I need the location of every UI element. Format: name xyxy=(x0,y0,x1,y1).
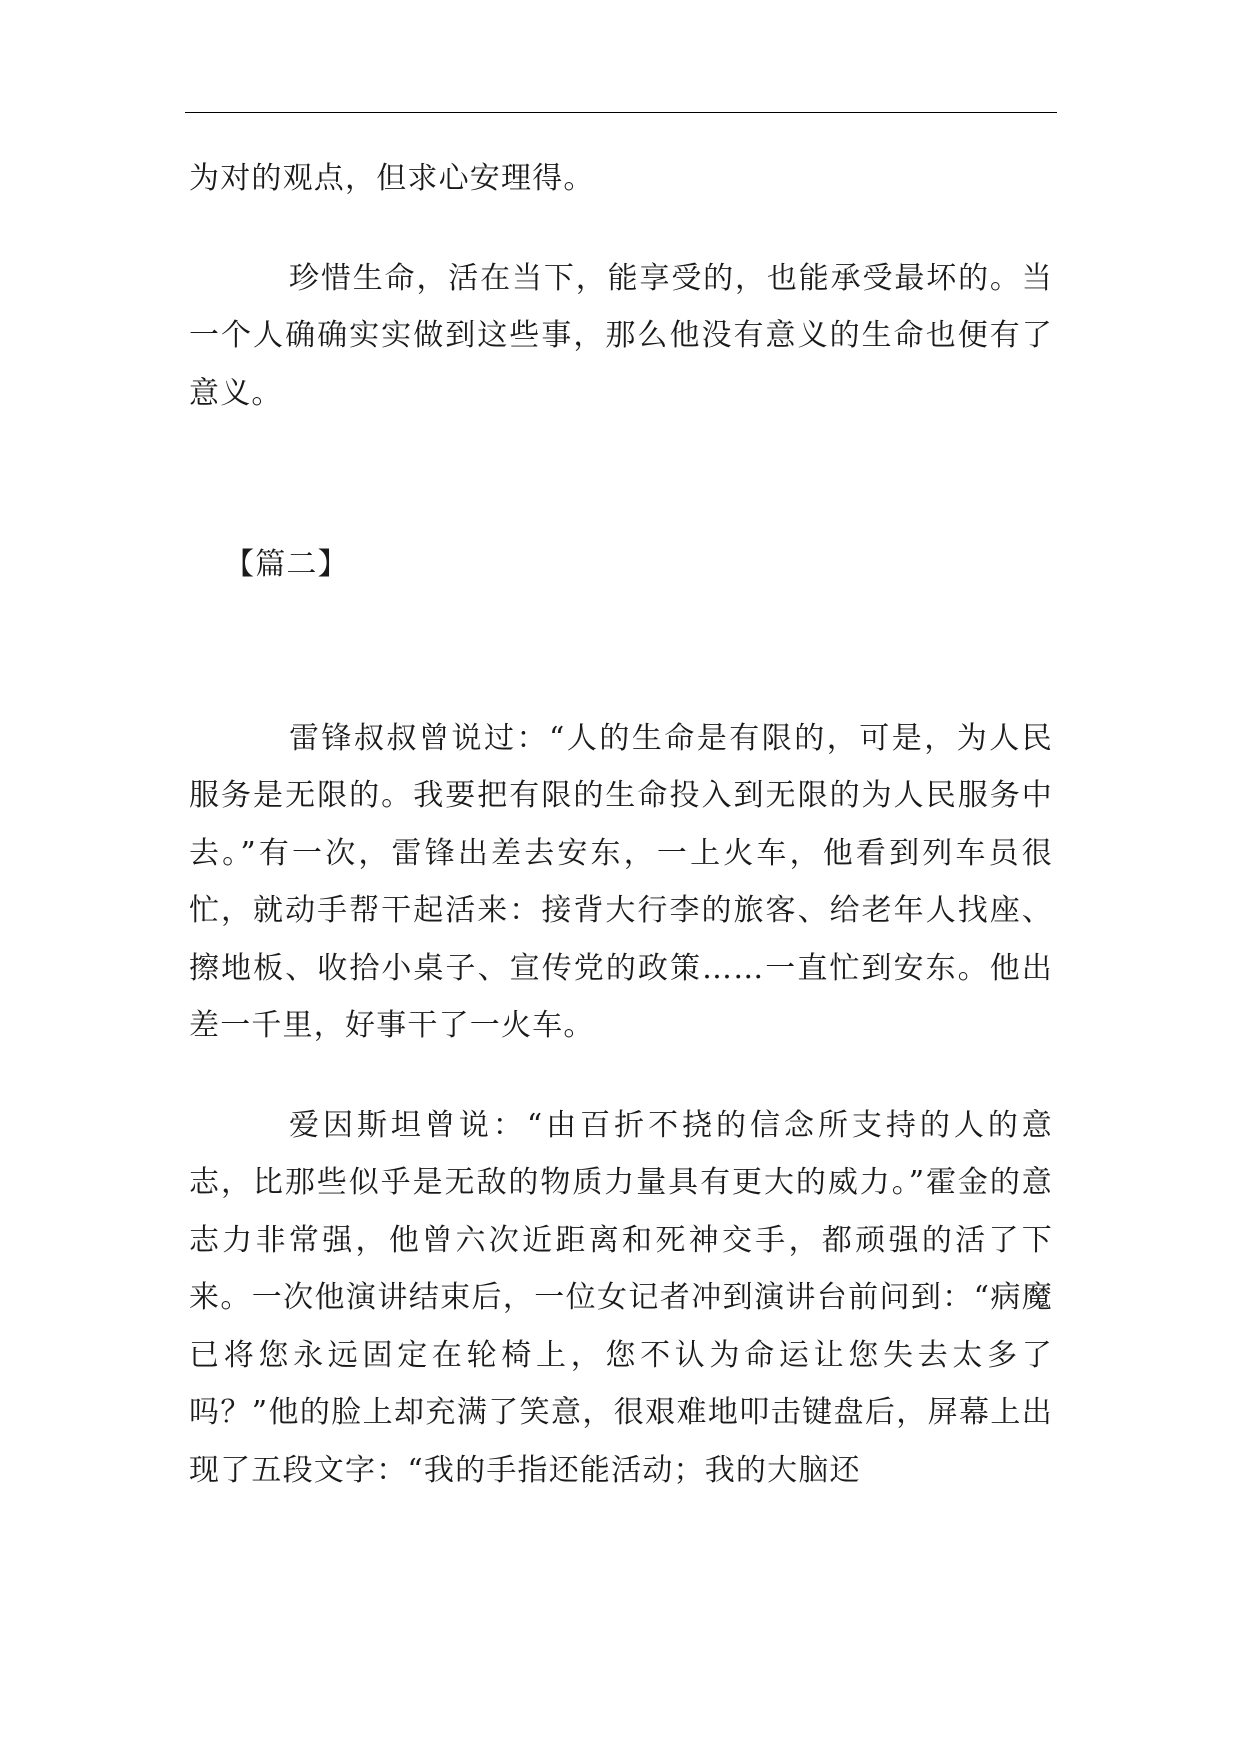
document-body xyxy=(189,150,1053,1499)
paragraph-lei-feng: 雷锋叔叔曾说过：“人的生命是有限的，可是，为人民服务是无限的。我要把有限的生命投入到无限的为人民服务中去。”有一次，雷锋出差去安东，一上火车，他看到列车员很忙，就动手帮干起活来：接背大行李的旅客、给老年人找座、擦地板、收拾小桌子、宣传党的政策……一直忙到安东。他出差一千里，好事干了一火车。 xyxy=(189,720,1053,1043)
section-heading: 【篇二】 xyxy=(224,547,349,582)
paragraph-cherish-life: 珍惜生命，活在当下，能享受的，也能承受最坏的。当一个人确确实实做到这些事，那么他没有意义的生命也便有了意义。 xyxy=(189,260,1053,411)
paragraph-einstein-hawking: 爱因斯坦曾说：“由百折不挠的信念所支持的人的意志，比那些似乎是无敌的物质力量具有更大的威力。”霍金的意志力非常强，他曾六次近距离和死神交手，都顽强的活了下来。一次他演讲结束后，一位女记者冲到演讲台前问到：“病魔已将您永远固定在轮椅上，您不认为命运让您失去太多了吗？”他的脸上却充满了笑意，很艰难地叩击键盘后，屏幕上出现了五段文字：“我的手指还能活动；我的大脑还 xyxy=(189,1107,1053,1488)
header-rule xyxy=(185,112,1057,113)
paragraph-continuation: 为对的观点，但求心安理得。 xyxy=(189,161,595,196)
